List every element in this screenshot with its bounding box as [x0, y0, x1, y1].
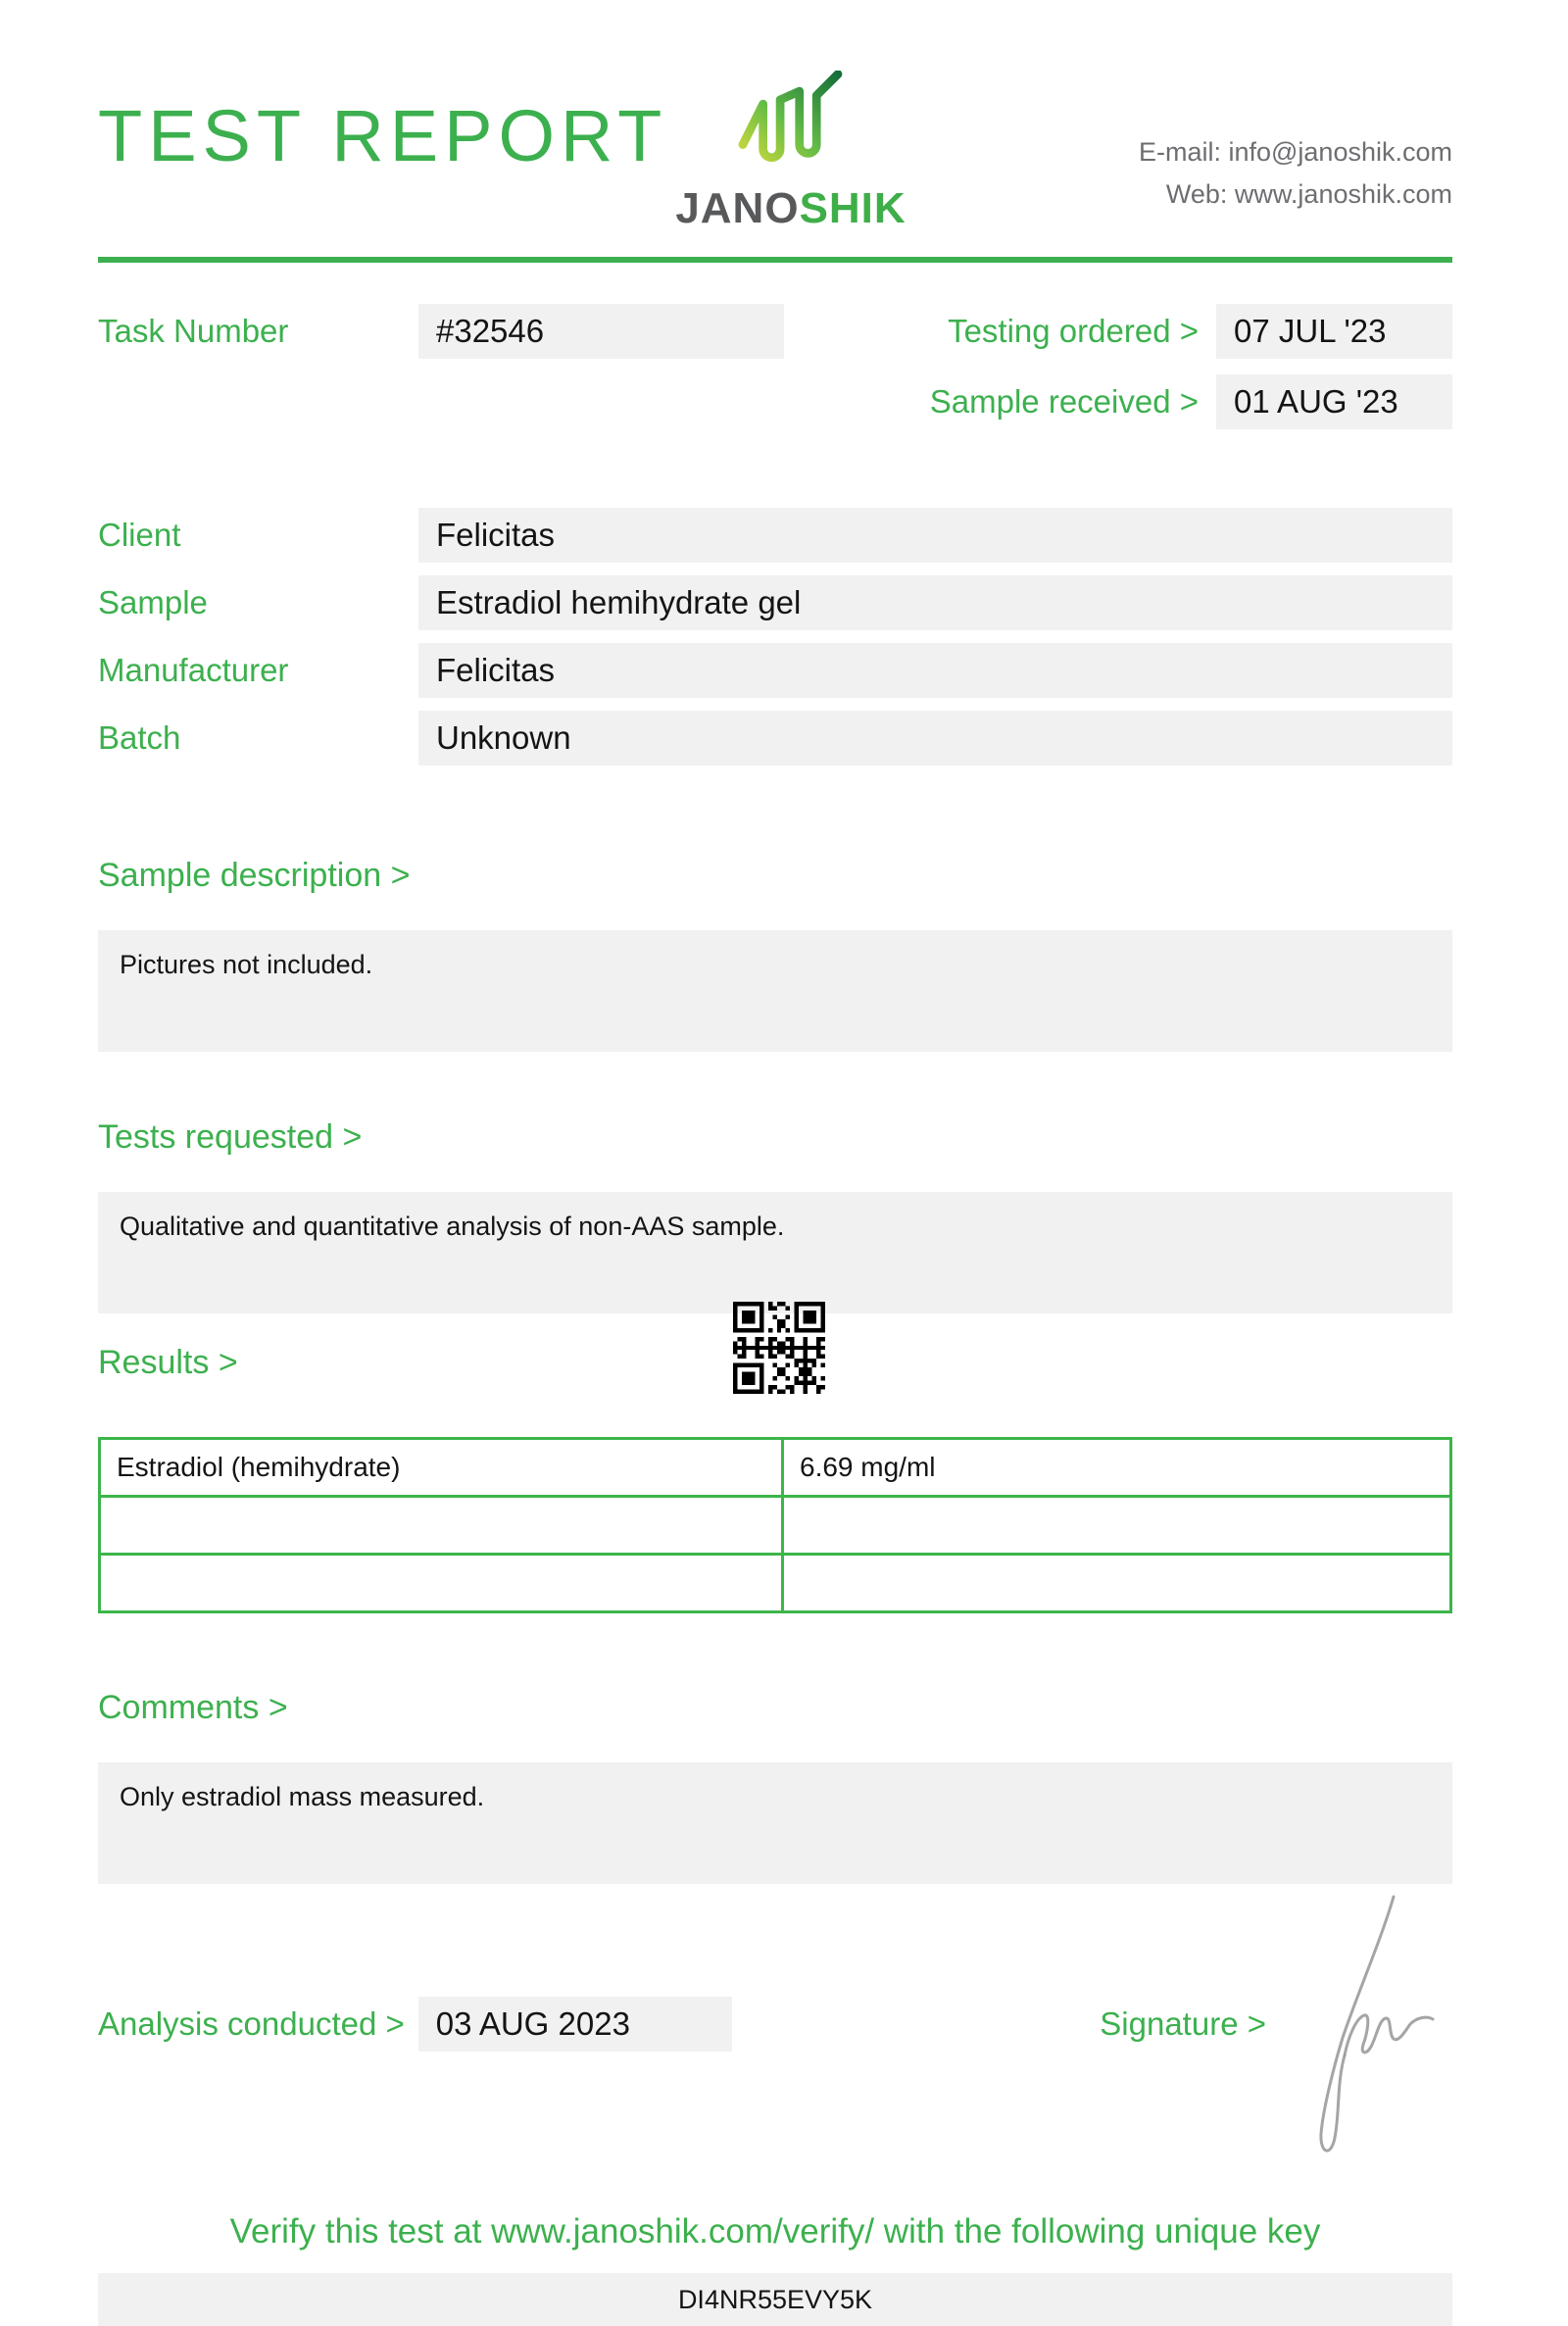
results-section — [98, 1343, 1452, 1613]
contact-web: Web: www.janoshik.com — [1165, 179, 1452, 210]
result-cell: 6.69 mg/ml — [800, 1452, 936, 1482]
analyte-cell — [101, 1498, 784, 1553]
info-row-sample — [98, 575, 1452, 630]
sample-received-label: Sample received > — [929, 383, 1199, 420]
sample-info-list — [98, 508, 1452, 766]
tests-requested-heading: Tests requested > — [98, 1118, 363, 1156]
sample-description-heading: Sample description > — [98, 857, 411, 894]
sample-description-section — [98, 856, 1452, 1052]
dates-block — [930, 304, 1452, 429]
comments-section — [98, 1688, 1452, 1884]
contact-block — [1139, 131, 1452, 216]
client-label: Client — [98, 517, 181, 553]
client-value: Felicitas — [418, 508, 1452, 563]
analysis-conducted — [98, 1997, 732, 2052]
sample-received-value: 01 AUG '23 — [1216, 374, 1452, 429]
result-cell — [784, 1498, 1449, 1553]
batch-value: Unknown — [418, 711, 1452, 766]
task-number-row — [98, 304, 784, 359]
analyte-cell: Estradiol (hemihydrate) — [101, 1440, 784, 1495]
report-header — [98, 0, 1452, 263]
analysis-date-value: 03 AUG 2023 — [418, 1997, 732, 2052]
batch-label: Batch — [98, 719, 181, 756]
result-cell — [784, 1556, 1449, 1610]
brand-word-green: SHIK — [799, 184, 906, 232]
signature-image — [1292, 1891, 1439, 2175]
comments-heading: Comments > — [98, 1689, 288, 1726]
unique-key-value: DI4NR55EVY5K — [677, 2284, 873, 2314]
brand-wordmark — [668, 184, 913, 233]
sample-value: Estradiol hemihydrate gel — [418, 575, 1452, 630]
signature-label: Signature > — [1100, 2005, 1266, 2042]
testing-ordered-label: Testing ordered > — [948, 313, 1199, 349]
brand-word-dark: JANO — [675, 184, 800, 232]
meta-row — [98, 304, 1452, 429]
verify-text: Verify this test at www.janoshik.com/verify/ with the following unique key — [229, 2212, 1321, 2251]
results-heading: Results > — [98, 1344, 238, 1381]
info-row-client — [98, 508, 1452, 563]
testing-ordered-value: 07 JUL '23 — [1216, 304, 1452, 359]
info-row-manufacturer — [98, 643, 1452, 698]
unique-key-box — [98, 2273, 1452, 2326]
analysis-conducted-label: Analysis conducted > — [98, 2005, 405, 2042]
task-number-value: #32546 — [418, 304, 784, 359]
page-title: TEST REPORT — [98, 95, 668, 176]
header-rule — [98, 257, 1452, 263]
growth-chart-icon — [732, 71, 850, 180]
info-row-batch — [98, 711, 1452, 766]
sample-label: Sample — [98, 584, 208, 620]
analyte-cell — [101, 1556, 784, 1610]
comments-box: Only estradiol mass measured. — [98, 1762, 1452, 1884]
tests-requested-section — [98, 1117, 1452, 1313]
table-row — [101, 1495, 1449, 1553]
table-row — [101, 1440, 1449, 1495]
sample-description-box: Pictures not included. — [98, 930, 1452, 1052]
task-number-label: Task Number — [98, 313, 289, 349]
results-table — [98, 1437, 1452, 1613]
manufacturer-label: Manufacturer — [98, 652, 289, 688]
table-row — [101, 1553, 1449, 1610]
qr-code-image — [733, 1302, 825, 1394]
tests-requested-box: Qualitative and quantitative analysis of non-AAS sample. — [98, 1192, 1452, 1313]
manufacturer-value: Felicitas — [418, 643, 1452, 698]
testing-ordered-row — [948, 304, 1452, 359]
sample-received-row — [930, 374, 1452, 429]
brand-logo — [668, 71, 913, 233]
analysis-signature-row — [98, 1997, 1452, 2052]
contact-email: E-mail: info@janoshik.com — [1138, 137, 1452, 167]
